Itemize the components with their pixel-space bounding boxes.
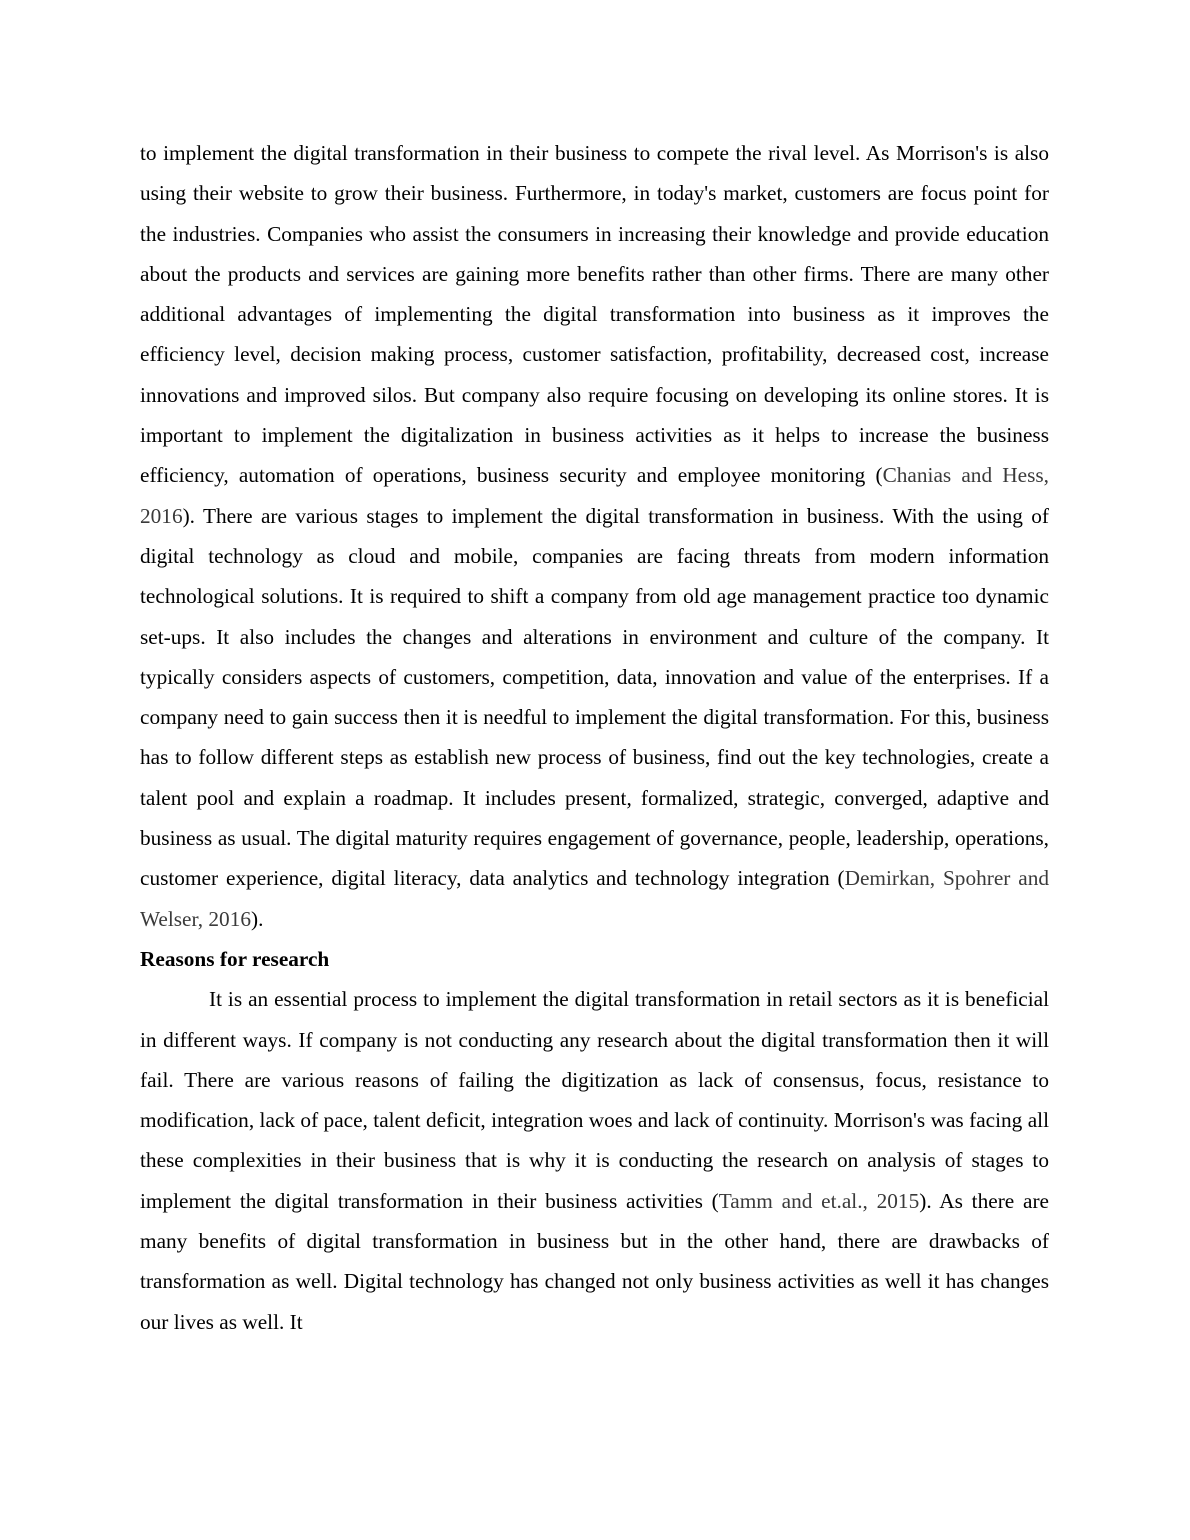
- paragraph-text: It is an essential process to implement the digital transformation in retail sectors as it is beneficial in different ways. If company is not conducting any research about the digital transformation then it will fail. There are various reasons of failing the digitization as lack of consensus, focus, resistance to modification, lack of pace, talent deficit, integration woes and lack of continuity. Morrison's was facing all these complexities in their business that is why it is conducting the research on analysis of stages to implement the digital transformation in their business activities (: [140, 987, 1049, 1213]
- section-heading: Reasons for research: [140, 946, 330, 971]
- document-page: [140, 133, 1049, 1342]
- citation: Tamm and et.al., 2015: [718, 1188, 920, 1213]
- paragraph-text: ).: [251, 906, 264, 931]
- body-paragraph: [140, 979, 1049, 1342]
- citation: Demirkan, Spohrer and Welser, 2016: [140, 866, 1050, 931]
- paragraph-text: ). As there are many benefits of digital transformation in business but in the other hand, there are drawbacks of transformation as well. Digital technology has changed not only business activities as well it has changes our lives as well. It: [140, 1188, 1049, 1334]
- body-paragraph: [140, 133, 1049, 939]
- paragraph-text: ). There are various stages to implement the digital transformation in business. With the using of digital technology as cloud and mobile, companies are facing threats from modern information technological solutions. It is required to shift a company from old age management practice too dynamic set-ups. It also includes the changes and alterations in environment and culture of the company. It typically considers aspects of customers, competition, data, innovation and value of the enterprises. If a company need to gain success then it is needful to implement the digital transformation. For this, business has to follow different steps as establish new process of business, find out the key technologies, create a talent pool and explain a roadmap. It includes present, formalized, strategic, converged, adaptive and business as usual. The digital maturity requires engagement of governance, people, leadership, operations, customer experience, digital literacy, data analytics and technology integration (: [140, 503, 1049, 891]
- paragraph-text: to implement the digital transformation in their business to compete the rival level. As Morrison's is also using their website to grow their business. Furthermore, in today's market, customers are focus point for the industries. Companies who assist the consumers in increasing their knowledge and provide education about the products and services are gaining more benefits rather than other firms. There are many other additional advantages of implementing the digital transformation into business as it improves the efficiency level, decision making process, customer satisfaction, profitability, decreased cost, increase innovations and improved silos. But company also require focusing on developing its online stores. It is important to implement the digitalization in business activities as it helps to increase the business efficiency, automation of operations, business security and employee monitoring (: [140, 141, 1049, 488]
- citation: Chanias and Hess, 2016: [140, 463, 1049, 528]
